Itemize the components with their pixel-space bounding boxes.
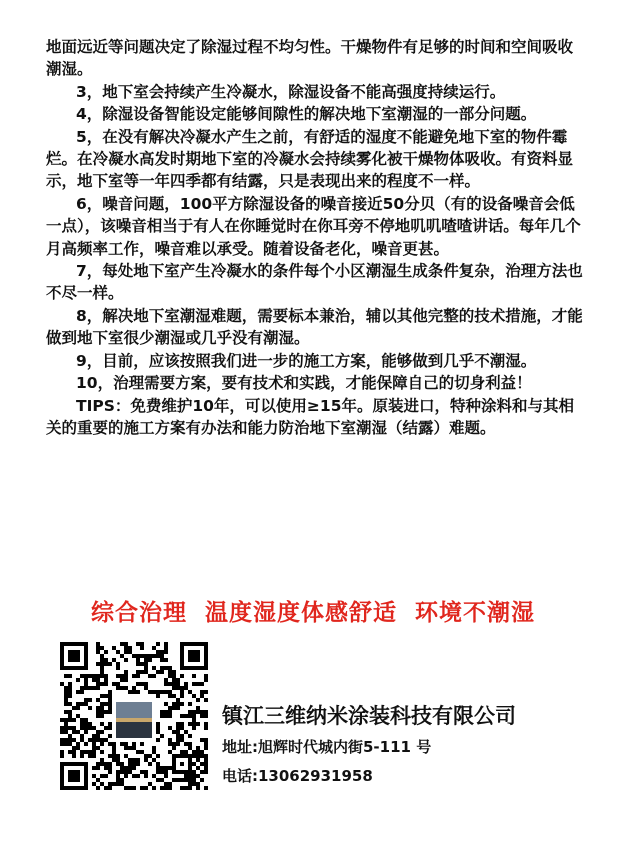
slogan: 综合治理 温度湿度体感舒适 环境不潮湿	[90, 600, 536, 626]
paragraph: 9，目前，应该按照我们进一步的施工方案，能够做到几乎不潮湿。	[76, 351, 537, 370]
company-phone: 电话:13062931958	[222, 767, 373, 785]
company-address: 地址:旭辉时代城内街5-111 号	[222, 738, 432, 756]
paragraph: 5，在没有解决冷凝水产生之前，有舒适的湿度不能避免地下室的物件霉烂。在冷凝水高发时期地下室的冷凝水会持续雾化被干燥物体吸收。有资料显示，地下室等一年四季都有结露，只是表现出来的程度不一样。	[46, 127, 574, 191]
paragraph: 4，除湿设备智能设定能够间隙性的解决地下室潮湿的一部分问题。	[76, 105, 537, 124]
paragraph: 10，治理需要方案，要有技术和实践，才能保障自己的切身利益！	[76, 374, 532, 393]
qr-code-graphic	[60, 642, 208, 790]
paragraph: TIPS：免费维护10年，可以使用≥15年。原装进口，特种涂料和与其相关的重要的施工方案有办法和能力防治地下室潮湿（结露）难题。	[46, 396, 574, 437]
paragraph: 3，地下室会持续产生冷凝水，除湿设备不能高强度持续运行。	[76, 82, 506, 101]
qr-code-icon	[60, 642, 208, 790]
paragraph: 7，每处地下室产生冷凝水的条件每个小区潮湿生成条件复杂，治理方法也不尽一样。	[46, 262, 583, 303]
paragraph: 6，噪音问题，100平方除湿设备的噪音接近50分贝（有的设备噪音会低一点），该噪音相当于有人在你睡觉时在你耳旁不停地叽叽喳喳讲话。每年几个月高频率工作，噪音难以承受。随着设备老化，噪音更甚。	[46, 194, 581, 258]
company-name: 镇江三维纳米涂装科技有限公司	[222, 704, 516, 728]
paragraph: 地面远近等问题决定了除湿过程不均匀性。干燥物件有足够的时间和空间吸收潮湿。	[46, 38, 574, 79]
body-text	[46, 36, 586, 439]
paragraph: 8，解决地下室潮湿难题，需要标本兼治，辅以其他完整的技术措施，才能做到地下室很少潮湿或几乎没有潮湿。	[46, 306, 583, 348]
